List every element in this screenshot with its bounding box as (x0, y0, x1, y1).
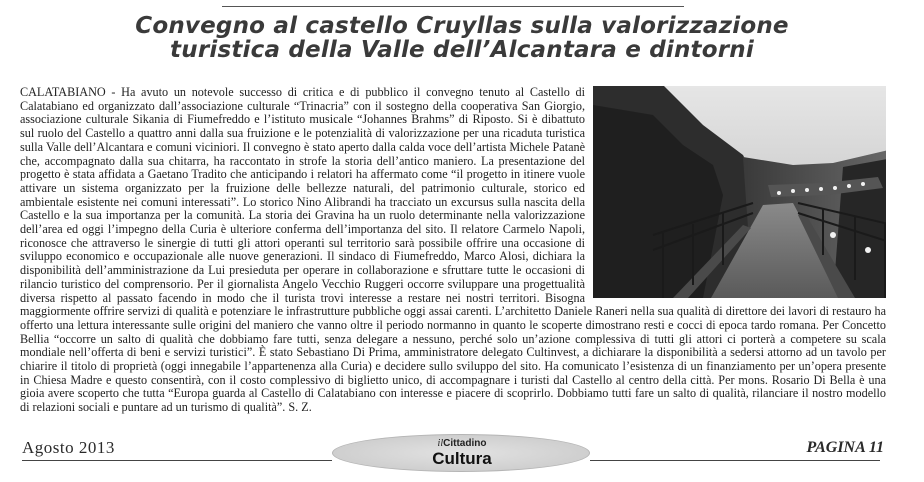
newspaper-name-word: Cittadino (443, 438, 487, 449)
headline-line-2: turistica della Valle dell’Alcantara e dintorni (170, 37, 754, 63)
page-number: PAGINA 11 (806, 439, 884, 456)
footer-rule-right (590, 460, 880, 461)
issue-date: Agosto 2013 (22, 438, 115, 457)
article-body (20, 86, 886, 424)
castle-photo (593, 86, 886, 298)
top-rule (222, 6, 684, 7)
headline (0, 14, 924, 62)
article-text: CALATABIANO - Ha avuto un notevole successo di critica e di pubblico il convegno tenuto al Castello di Calatabiano ed organizzato dall’associazione culturale “Trinacria” con il sostegno della cooperativa San Giorgio, associazione culturale Sikania di Fiumefreddo e l’istituto musicale “Johannes Brahms” di Riposto. Si è dibattuto sul ruolo del Castello a quattro anni dalla sua fruizione e le potenzialità di valorizzazione per una ricaduta turistica sulla Valle dell’Alcantara e comuni viciniori. Il convegno è stato aperto dalla calda voce dell’artista Michele Patanè che, accompagnato dalla sua chitarra, ha raccontato in strofe la storia dell’antico maniero. La presentazione del progetto è stata affidata a Gaetano Tradito che anticipando i relatori ha affermato come “il progetto in itinere vuole attivare un sistema organizzato per la fruizione delle bellezze naturali, del patrimonio culturale, storico ed ambientale esistente nei comuni interessati”. Lo storico Nino Alibrandi ha tracciato un excursus sulla nascita della Castello e la sua importanza per la comunità. La storia dei Gravina ha un ruolo determinante nella valorizzazione dell’area ed oggi l’impegno della Curia è ulteriore conferma dell’importanza del sito. Il relatore Carmelo Napoli, riconosce che attraverso le sinergie di tutti gli attori operanti sul territorio sarà possibile offrire una occasione di sviluppo economico e occupazionale alle nuove generazioni. Il sindaco di Fiumefreddo, Marco Alosi, dichiara la disponibilità dell’amministrazione da Lui presieduta per operare in collaborazione e sfruttare tutte le occasioni di rilancio turistico del comprensorio. Per il giornalista Angelo Vecchio Ruggeri occorre sviluppare una progettualità diversa rispetto al passato facendo in modo che il turista trovi interesse a restare nei nostri territori. Bisogna maggiormente offrire servizi di qualità e potenziare le infrastrutture pubbliche oggi assai carenti. L’architetto Daniele Raneri nella sua qualità di direttore dei lavori di restauro ha offerto una lettura interessante sulle origini del maniero che vanno oltre il periodo normanno in quanto le scoperte dimostrano resti e cocci di epoca tardo romana. Per Concetto Bellia “occorre un salto di qualità che dobbiamo fare tutti, senza delegare a nessuno, perché solo un’azione complessiva di tutti gli attori ci porterà a competere su scala mondiale nell’offerta di beni e servizi turistici”. È stato Sebastiano Di Prima, amministratore delegato Cultinvest, a dichiarare la disponibilità a sedersi attorno ad un tavolo per chiarire il titolo di proprietà (oggi innegabile l’appartenenza alla Curia) e decidere sullo sviluppo del sito. Ha comunicato l’esistenza di un finanziamento per un’opera presente in Chiesa Madre e questo consentirà, con il costo complessivo di biglietto unico, di accompagnare i turisti dal Castello al centro della città. Per mons. Rosario Di Bella è una gioia avere scoperto che tutta “Europa guarda al Castello di Calatabiano con interesse e piacere di scoprirlo. Dobbiamo tutti fare un salto di qualità, rilanciare il nostro modello di relazioni sociali e puntare ad un turismo di qualità”. S. Z. (20, 86, 886, 415)
section-name: Cultura (432, 449, 492, 468)
newspaper-name (333, 438, 591, 449)
newspaper-name-article: il (437, 438, 444, 449)
footer-rule-left (22, 460, 332, 461)
headline-line-1: Convegno al castello Cruyllas sulla valorizzazione (135, 13, 789, 39)
section-badge (332, 434, 590, 472)
